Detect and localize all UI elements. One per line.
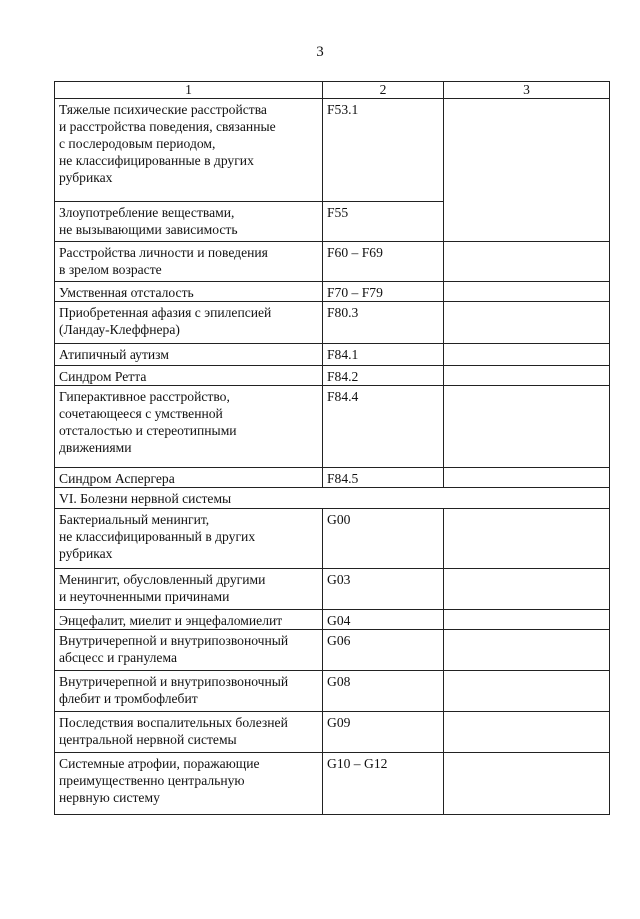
table-row [55, 569, 610, 610]
notes-cell [444, 509, 610, 569]
condition-name: Гиперактивное расстройство, сочетающееся с умственной отсталостью и стереотипными движениями [55, 386, 323, 468]
table-row [55, 468, 610, 488]
icd-code: G08 [323, 671, 444, 712]
table-row [55, 242, 610, 282]
notes-cell [444, 753, 610, 815]
section-title: VI. Болезни нервной системы [55, 488, 610, 509]
icd-code: F84.4 [323, 386, 444, 468]
icd-code: G03 [323, 569, 444, 610]
condition-name: Синдром Аспергера [55, 468, 323, 488]
icd-code: G00 [323, 509, 444, 569]
notes-cell [444, 99, 610, 242]
icd-code: F53.1 [323, 99, 444, 202]
condition-name: Менингит, обусловленный другими и неуточненными причинами [55, 569, 323, 610]
icd-code: F60 – F69 [323, 242, 444, 282]
column-header-3: 3 [444, 82, 610, 99]
condition-name: Бактериальный менингит, не классифицированный в других рубриках [55, 509, 323, 569]
condition-name: Злоупотребление веществами, не вызывающими зависимость [55, 202, 323, 242]
notes-cell [444, 671, 610, 712]
condition-name: Последствия воспалительных болезней центральной нервной системы [55, 712, 323, 753]
condition-name: Тяжелые психические расстройства и расстройства поведения, связанные с послеродовым периодом, не классифицированные в других рубриках [55, 99, 323, 202]
icd-code: F80.3 [323, 302, 444, 344]
icd-code: F84.1 [323, 344, 444, 366]
condition-name: Энцефалит, миелит и энцефаломиелит [55, 610, 323, 630]
table-row [55, 282, 610, 302]
icd-code: G10 – G12 [323, 753, 444, 815]
notes-cell [444, 386, 610, 468]
notes-cell [444, 468, 610, 488]
notes-cell [444, 302, 610, 344]
condition-name: Внутричерепной и внутрипозвоночный абсцесс и гранулема [55, 630, 323, 671]
condition-name: Атипичный аутизм [55, 344, 323, 366]
icd-code: F84.5 [323, 468, 444, 488]
page-number: 3 [316, 44, 324, 60]
table-row [55, 671, 610, 712]
icd-code: G09 [323, 712, 444, 753]
notes-cell [444, 366, 610, 386]
diagnosis-table [54, 81, 610, 815]
table-row [55, 366, 610, 386]
icd-code: G06 [323, 630, 444, 671]
table-row [55, 302, 610, 344]
table-header-row [55, 82, 610, 99]
icd-code: G04 [323, 610, 444, 630]
column-header-1: 1 [55, 82, 323, 99]
condition-name: Внутричерепной и внутрипозвоночный флебит и тромбофлебит [55, 671, 323, 712]
table-row [55, 610, 610, 630]
condition-name: Приобретенная афазия с эпилепсией (Ландау-Клеффнера) [55, 302, 323, 344]
notes-cell [444, 610, 610, 630]
notes-cell [444, 712, 610, 753]
table-row [55, 712, 610, 753]
table-row [55, 630, 610, 671]
notes-cell [444, 282, 610, 302]
icd-code: F55 [323, 202, 444, 242]
table-row [55, 509, 610, 569]
column-header-2: 2 [323, 82, 444, 99]
table-row [55, 753, 610, 815]
condition-name: Системные атрофии, поражающие преимущественно центральную нервную систему [55, 753, 323, 815]
notes-cell [444, 344, 610, 366]
table-row [55, 344, 610, 366]
table-row [55, 386, 610, 468]
notes-cell [444, 569, 610, 610]
icd-code: F70 – F79 [323, 282, 444, 302]
section-row [55, 488, 610, 509]
condition-name: Синдром Ретта [55, 366, 323, 386]
icd-code: F84.2 [323, 366, 444, 386]
condition-name: Умственная отсталость [55, 282, 323, 302]
condition-name: Расстройства личности и поведения в зрелом возрасте [55, 242, 323, 282]
notes-cell [444, 630, 610, 671]
notes-cell [444, 242, 610, 282]
table-row [55, 99, 610, 202]
